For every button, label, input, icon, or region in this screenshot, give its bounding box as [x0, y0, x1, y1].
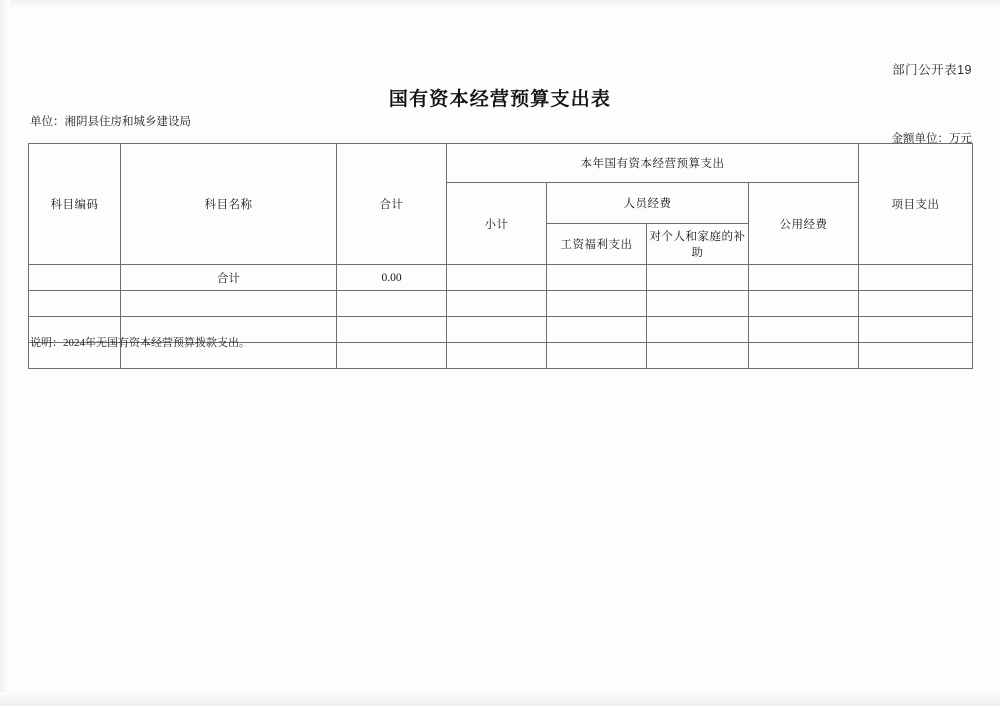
cell-salary-welfare: [547, 317, 647, 343]
cell-individual-family-subsidy: [647, 265, 749, 291]
cell-public-expense: [749, 291, 859, 317]
cell-name: 合计: [121, 265, 337, 291]
cell-total: [337, 291, 447, 317]
amount-unit-label: 金额单位：万元: [891, 133, 972, 145]
cell-subtotal: [447, 343, 547, 369]
cell-salary-welfare: [547, 291, 647, 317]
table-row: [29, 291, 973, 317]
cell-subtotal: [447, 265, 547, 291]
cell-project-expense: [859, 291, 973, 317]
header-personnel-group: 人员经费: [547, 183, 749, 224]
cell-code: [29, 265, 121, 291]
table-header-row-1: [29, 144, 973, 183]
cell-project-expense: [859, 265, 973, 291]
header-public-expense: 公用经费: [749, 183, 859, 265]
cell-total: 0.00: [337, 265, 447, 291]
scan-edge-bottom: [0, 692, 1000, 706]
unit-label: 单位：湘阴县住房和城乡建设局: [30, 116, 191, 128]
cell-total: [337, 317, 447, 343]
header-current-year-group: 本年国有资本经营预算支出: [447, 144, 859, 183]
cell-code: [29, 291, 121, 317]
cell-salary-welfare: [547, 343, 647, 369]
header-subtotal: 小计: [447, 183, 547, 265]
cell-project-expense: [859, 343, 973, 369]
header-individual-family-subsidy: 对个人和家庭的补助: [647, 224, 749, 265]
cell-subtotal: [447, 291, 547, 317]
cell-total: [337, 343, 447, 369]
cell-individual-family-subsidy: [647, 291, 749, 317]
form-label: 部门公开表19: [892, 63, 972, 77]
cell-project-expense: [859, 317, 973, 343]
header-code: 科目编码: [29, 144, 121, 265]
table-note: 说明：2024年无国有资本经营预算拨款支出。: [30, 337, 250, 349]
header-project-expense: 项目支出: [859, 144, 973, 265]
scan-edge-top: [0, 0, 1000, 8]
cell-public-expense: [749, 265, 859, 291]
cell-salary-welfare: [547, 265, 647, 291]
header-salary-welfare: 工资福利支出: [547, 224, 647, 265]
cell-individual-family-subsidy: [647, 343, 749, 369]
table-row: [29, 265, 973, 291]
cell-individual-family-subsidy: [647, 317, 749, 343]
header-total: 合计: [337, 144, 447, 265]
cell-name: [121, 291, 337, 317]
cell-public-expense: [749, 343, 859, 369]
cell-subtotal: [447, 317, 547, 343]
header-name: 科目名称: [121, 144, 337, 265]
cell-public-expense: [749, 317, 859, 343]
page-title: 国有资本经营预算支出表: [388, 89, 612, 110]
